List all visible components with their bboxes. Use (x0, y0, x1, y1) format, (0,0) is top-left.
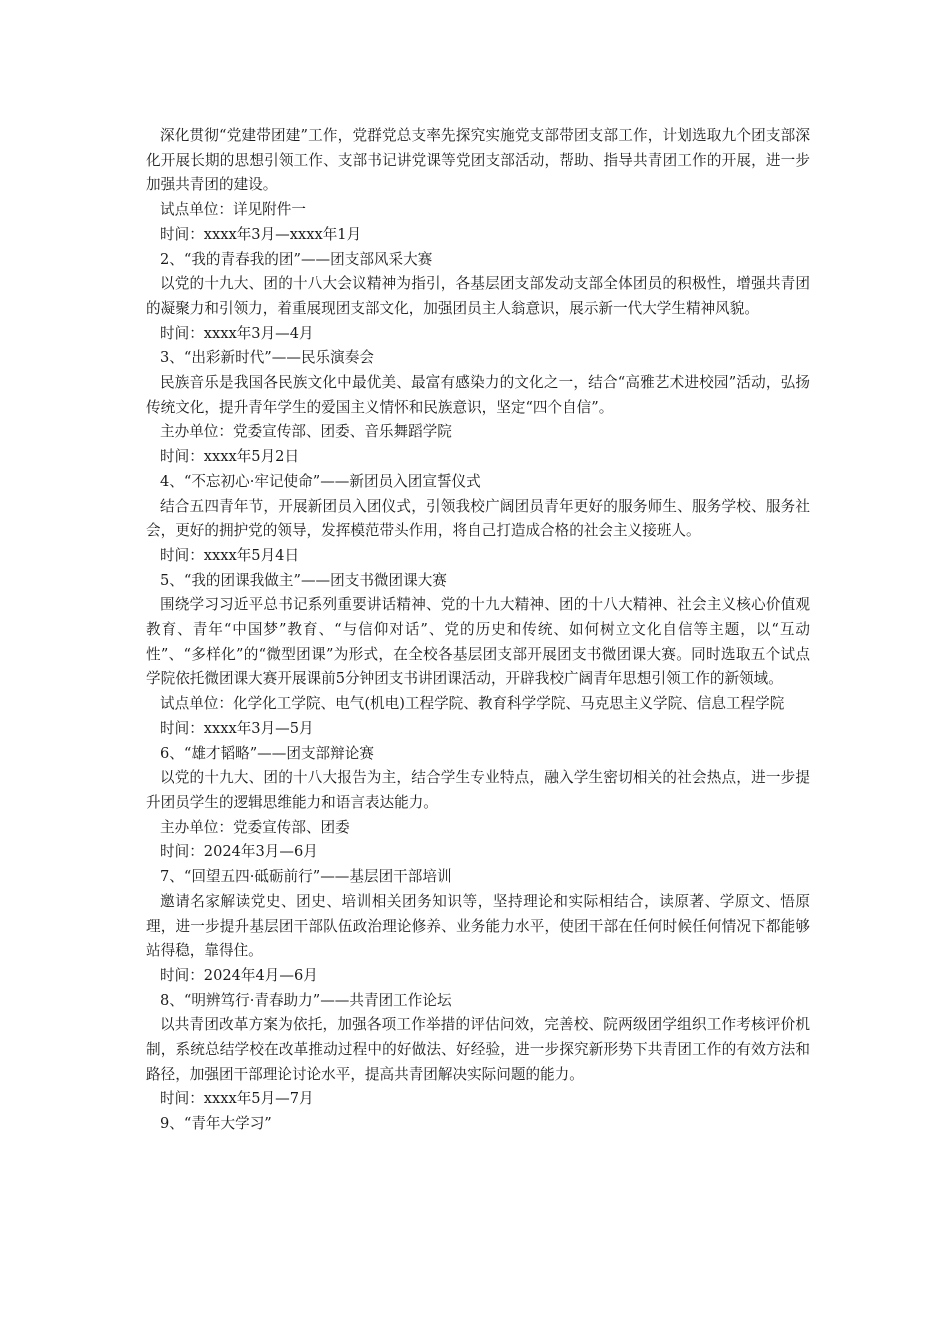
time-line: 时间：xxxx年5月2日 (160, 448, 300, 466)
pilot-units-line: 试点单位：详见附件一 (160, 201, 306, 219)
section-heading: 3、“出彩新时代”——民乐演奏会 (160, 349, 374, 367)
section-heading: 4、“不忘初心·牢记使命”——新团员入团宣誓仪式 (160, 472, 481, 490)
host-units-line: 主办单位：党委宣传部、团委、音乐舞蹈学院 (160, 423, 452, 441)
section-heading: 2、“我的青春我的团”——团支部风采大赛 (160, 250, 433, 268)
section-heading: 6、“雄才韬略”——团支部辩论赛 (160, 744, 374, 762)
section-heading: 7、“回望五四·砥砺前行”——基层团干部培训 (160, 868, 452, 886)
host-units-line: 主办单位：党委宣传部、团委 (160, 818, 350, 836)
time-line: 时间：xxxx年3月—xxxx年1月 (160, 225, 362, 243)
paragraph: 民族音乐是我国各民族文化中最优美、最富有感染力的文化之一，结合“高雅艺术进校园”活动，弘扬传统文化，提升青年学生的爱国主义情怀和民族意识，坚定“四个自信”。 (146, 374, 810, 416)
section-heading: 8、“明辨笃行·青春助力”——共青团工作论坛 (160, 991, 452, 1009)
paragraph: 以共青团改革方案为依托，加强各项工作举措的评估问效，完善校、院两级团学组织工作考核评价机制，系统总结学校在改革推动过程中的好做法、好经验，进一步探究新形势下共青团工作的有效方法和路径，加强团干部理论讨论水平，提高共青团解决实际问题的能力。 (146, 1016, 810, 1083)
paragraph: 围绕学习习近平总书记系列重要讲话精神、党的十九大精神、团的十八大精神、社会主义核心价值观教育、青年“中国梦”教育、“与信仰对话”、党的历史和传统、如何树立文化自信等主题，以“互动性”、“多样化”的“微型团课”为形式，在全校各基层团支部开展团支书微团课大赛。同时选取五个试点学院依托微团课大赛开展课前5分钟团支书讲团课活动，开辟我校广阔青年思想引领工作的新领域。 (146, 596, 810, 688)
paragraph: 结合五四青年节，开展新团员入团仪式，引领我校广阔团员青年更好的服务师生、服务学校、服务社会，更好的拥护党的领导，发挥模范带头作用，将自己打造成合格的社会主义接班人。 (146, 497, 810, 540)
time-line: 时间：xxxx年5月4日 (160, 546, 300, 564)
paragraph: 邀请名家解读党史、团史、培训相关团务知识等，坚持理论和实际相结合，读原著、学原文、悟原理，进一步提升基层团干部队伍政治理论修养、业务能力水平，使团干部在任何时候任何情况下都能够站得稳，靠得住。 (146, 892, 810, 960)
time-line: 时间：xxxx年3月—4月 (160, 324, 314, 342)
document-body (146, 124, 810, 1137)
section-heading: 9、“青年大学习” (160, 1115, 272, 1133)
time-line: 时间：xxxx年5月—7月 (160, 1090, 314, 1108)
paragraph: 以党的十九大、团的十八大报告为主，结合学生专业特点，融入学生密切相关的社会热点，进一步提升团员学生的逻辑思维能力和语言表达能力。 (146, 769, 810, 811)
pilot-units-line: 试点单位：化学化工学院、电气(机电)工程学院、教育科学学院、马克思主义学院、信息工程学院 (160, 695, 785, 713)
time-line: 时间：xxxx年3月—5月 (160, 719, 314, 737)
time-line: 时间：2024年4月—6月 (160, 966, 318, 984)
time-line: 时间：2024年3月—6月 (160, 843, 318, 861)
section-heading: 5、“我的团课我做主”——团支书微团课大赛 (160, 571, 447, 589)
paragraph: 以党的十九大、团的十八大会议精神为指引，各基层团支部发动支部全体团员的积极性，增强共青团的凝聚力和引领力，着重展现团支部文化，加强团员主人翁意识，展示新一代大学生精神风貌。 (146, 275, 810, 317)
paragraph: 深化贯彻“党建带团建”工作，党群党总支率先探究实施党支部带团支部工作，计划选取九个团支部深化开展长期的思想引领工作、支部书记讲党课等党团支部活动，帮助、指导共青团工作的开展，进一步加强共青团的建设。 (146, 127, 810, 194)
